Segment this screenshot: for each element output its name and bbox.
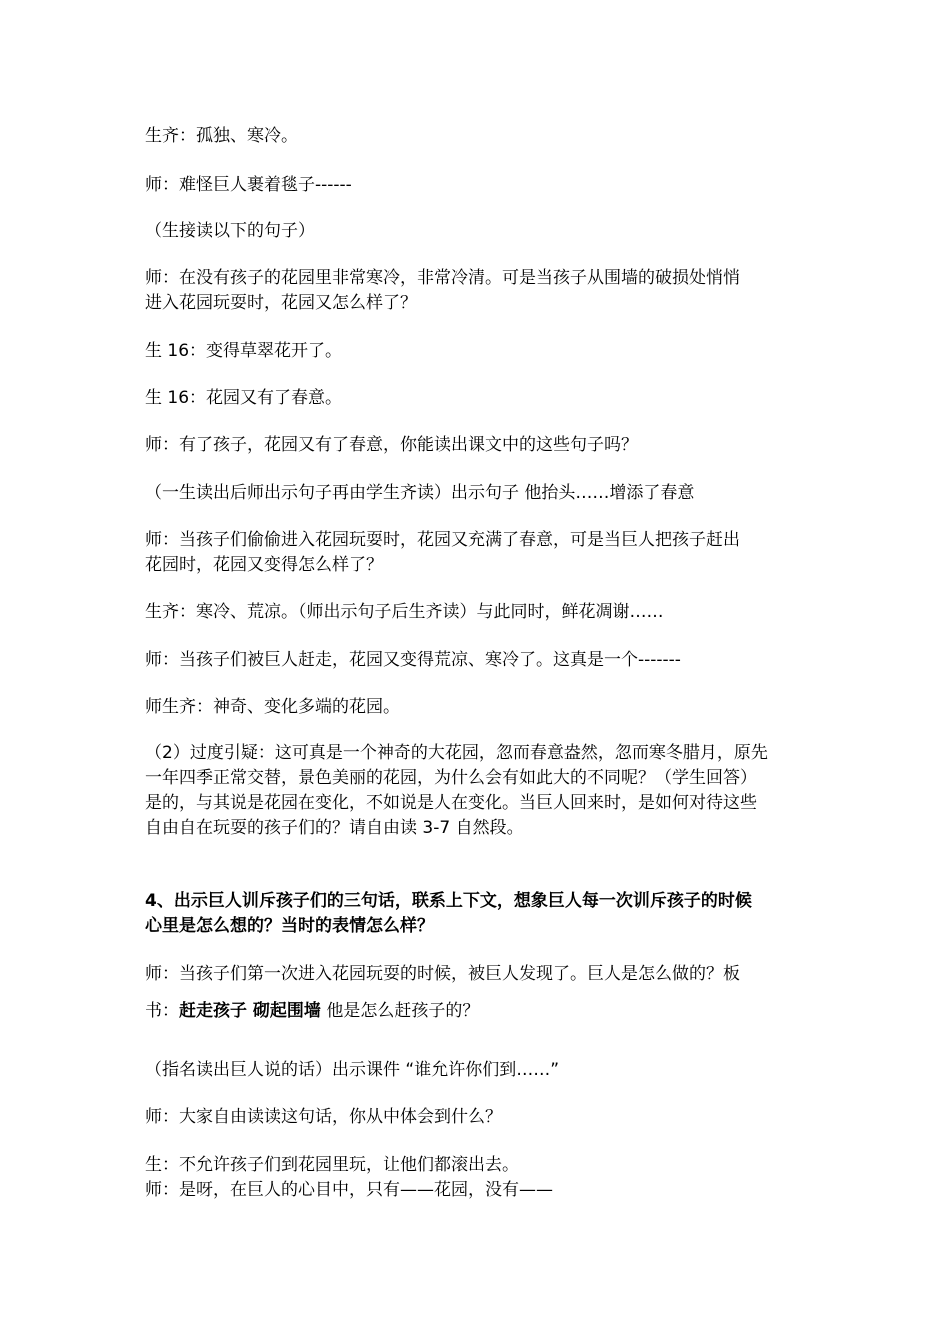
line-13: 师：当孩子们被巨人赶走，花园又变得荒凉、寒冷了。这真是一个------- xyxy=(145,650,681,670)
line-4: 师：在没有孩子的花园里非常寒冷，非常冷清。可是当孩子从围墙的破损处悄悄 xyxy=(145,268,740,288)
line-5: 进入花园玩耍时，花园又怎么样了？ xyxy=(145,293,417,313)
line-26: 师：是呀，在巨人的心目中，只有——花园，没有—— xyxy=(145,1180,553,1200)
line-8: 师：有了孩子，花园又有了春意，你能读出课文中的这些句子吗？ xyxy=(145,435,638,455)
board-keywords: 赶走孩子 砌起围墙 xyxy=(179,1001,321,1021)
line-2: 师：难怪巨人裹着毯子------ xyxy=(145,175,352,195)
line-22 xyxy=(145,999,810,1024)
line-9: （一生读出后师出示句子再由学生齐读）出示句子 他抬头……增添了春意 xyxy=(145,483,695,503)
line-6: 生 16：变得草翠花开了。 xyxy=(145,341,343,361)
line-10: 师：当孩子们偷偷进入花园玩耍时，花园又充满了春意，可是当巨人把孩子赶出 xyxy=(145,530,740,550)
line-11: 花园时，花园又变得怎么样了？ xyxy=(145,555,383,575)
line-15: （2）过度引疑：这可真是一个神奇的大花园，忽而春意盎然，忽而寒冬腊月，原先 xyxy=(145,743,768,763)
board-question: 他是怎么赶孩子的？ xyxy=(320,1001,480,1021)
line-14: 师生齐：神奇、变化多端的花园。 xyxy=(145,697,400,717)
line-3: （生接读以下的句子） xyxy=(145,221,315,241)
line-20: 心里是怎么想的？当时的表情怎么样？ xyxy=(145,916,434,936)
line-21: 师：当孩子们第一次进入花园玩耍的时候，被巨人发现了。巨人是怎么做的？板 xyxy=(145,964,740,984)
line-16: 一年四季正常交替，景色美丽的花园，为什么会有如此大的不同呢？（学生回答） xyxy=(145,768,757,788)
line-24: 师：大家自由读读这句话，你从中体会到什么？ xyxy=(145,1107,502,1127)
board-prefix: 书： xyxy=(145,1001,179,1021)
line-25: 生：不允许孩子们到花园里玩，让他们都滚出去。 xyxy=(145,1155,519,1175)
line-17: 是的，与其说是花园在变化，不如说是人在变化。当巨人回来时，是如何对待这些 xyxy=(145,793,757,813)
line-19: 4、出示巨人训斥孩子们的三句话，联系上下文，想象巨人每一次训斥孩子的时候 xyxy=(145,891,752,911)
line-7: 生 16：花园又有了春意。 xyxy=(145,388,343,408)
line-12: 生齐：寒冷、荒凉。（师出示句子后生齐读）与此同时，鲜花凋谢…… xyxy=(145,602,664,622)
line-1: 生齐：孤独、寒冷。 xyxy=(145,126,298,146)
line-23: （指名读出巨人说的话）出示课件 “谁允许你们到……” xyxy=(145,1060,560,1080)
line-18: 自由自在玩耍的孩子们的？请自由读 3-7 自然段。 xyxy=(145,818,524,838)
